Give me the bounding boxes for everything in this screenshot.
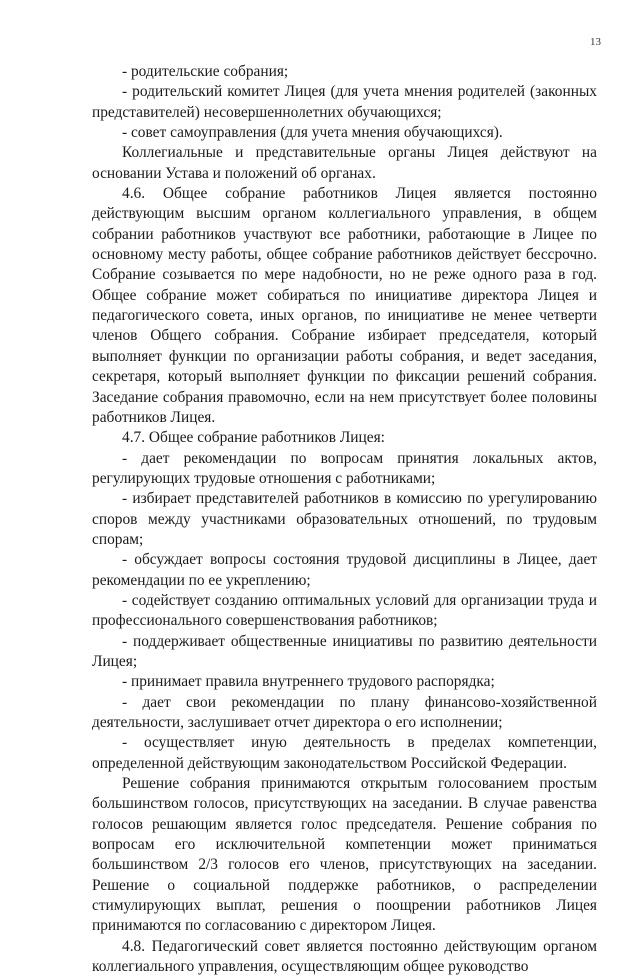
paragraph: Коллегиальные и представительные органы Лицея действуют на основании Устава и положений об органах. <box>92 144 597 182</box>
page-number: 13 <box>590 36 601 48</box>
document-body <box>92 62 597 977</box>
paragraph: - избирает представителей работников в комиссию по урегулированию споров между участниками образовательных отношений, по трудовым спорам; <box>92 490 597 548</box>
paragraph: - поддерживает общественные инициативы по развитию деятельности Лицея; <box>92 632 597 670</box>
paragraph: 4.8. Педагогический совет является постоянно действующим органом коллегиального управления, осуществляющим общее руководство <box>92 937 597 976</box>
paragraph: - совет самоуправления (для учета мнения обучающихся). <box>122 124 503 142</box>
paragraph: - осуществляет иную деятельность в пределах компетенции, определенной действующим законодательством Российской Федерации. <box>92 734 597 772</box>
paragraph: - дает рекомендации по вопросам принятия локальных актов, регулирующих трудовые отношения с работниками; <box>92 449 597 487</box>
paragraph: - содействует созданию оптимальных условий для организации труда и профессионального совершенствования работников; <box>92 591 597 630</box>
paragraph: 4.6. Общее собрание работников Лицея является постоянно действующим высшим органом коллегиального управления, в общем собрании работников участвуют все работники, работающие в Лицее по основному месту работы, общее собрание работников действует бессрочно. Собрание созывается по мере надобности, но не реже одного раза в год. Общее собрание может собираться по инициативе директора Лицея и педагогического совета, иных органов, по инициативе не менее четверти членов Общего собрания. Собрание избирает председателя, который выполняет функции по организации работы собрания, и ведет заседания, секретаря, который выполняет функции по фиксации решений собрания. Заседание собрания правомочно, если на нем присутствует более половины работников Лицея. <box>92 185 597 426</box>
paragraph: - дает свои рекомендации по плану финансово-хозяйственной деятельности, заслушивает отчет директора о его исполнении; <box>92 693 597 731</box>
paragraph: - принимает правила внутреннего трудового распорядка; <box>122 673 495 691</box>
paragraph: 4.7. Общее собрание работников Лицея: <box>122 429 385 447</box>
paragraph: - обсуждает вопросы состояния трудовой дисциплины в Лицее, дает рекомендации по ее укреплению; <box>92 551 597 589</box>
paragraph: - родительские собрания; <box>122 63 289 80</box>
paragraph: - родительский комитет Лицея (для учета мнения родителей (законных представителей) несовершеннолетних обучающихся; <box>92 83 597 121</box>
paragraph: Решение собрания принимаются открытым голосованием простым большинством голосов, присутствующих на заседании. В случае равенства голосов решающим является голос председателя. Решение собрания по вопросам его исключительной компетенции может приниматься большинством 2/3 голосов его членов, присутствующих на заседании. Решение о социальной поддержке работников, о распределении стимулирующих выплат, решения о поощрении работников Лицея принимаются по согласованию с директором Лицея. <box>92 775 597 935</box>
